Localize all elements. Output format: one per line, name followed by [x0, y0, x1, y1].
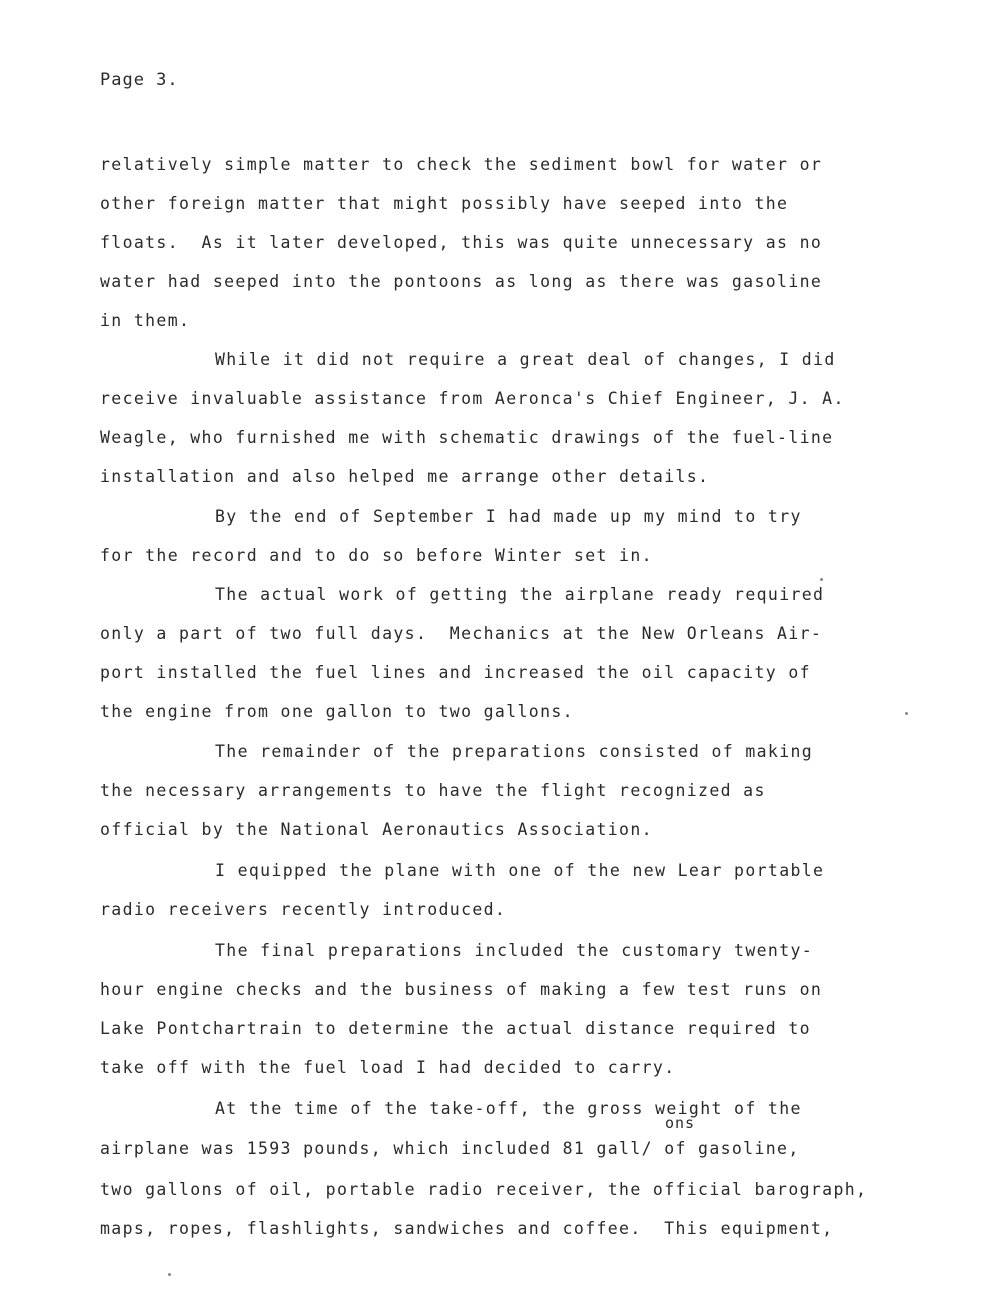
text-line: While it did not require a great deal of changes, I did: [215, 350, 836, 369]
text-line: maps, ropes, flashlights, sandwiches and coffee. This equipment,: [100, 1219, 834, 1238]
page-number: Page 3.: [100, 70, 179, 90]
text-line: other foreign matter that might possibly have seeped into the: [100, 194, 789, 213]
text-line: By the end of September I had made up my mind to try: [215, 507, 802, 526]
text-line: in them.: [100, 311, 191, 330]
text-line: water had seeped into the pontoons as long as there was gasoline: [100, 272, 823, 291]
paper-speck: [820, 578, 823, 581]
text-line: Lake Pontchartrain to determine the actual distance required to: [100, 1019, 811, 1038]
text-line: installation and also helped me arrange other details.: [100, 467, 710, 486]
text-line: At the time of the take-off, the gross weight of the: [215, 1099, 802, 1118]
text-line: take off with the fuel load I had decided to carry.: [100, 1058, 676, 1077]
text-line: only a part of two full days. Mechanics at the New Orleans Air-: [100, 624, 823, 643]
text-line: The remainder of the preparations consisted of making: [215, 742, 814, 761]
paper-speck: [905, 712, 908, 715]
text-line: the necessary arrangements to have the flight recognized as: [100, 781, 766, 800]
text-line: airplane was 1593 pounds, which included 81 gall/ of gasoline,: [100, 1139, 800, 1158]
handwritten-insertion: ons: [665, 1114, 696, 1132]
text-line: The final preparations included the customary twenty-: [215, 941, 814, 960]
paper-speck: [168, 1273, 171, 1276]
text-line: the engine from one gallon to two gallons.: [100, 702, 574, 721]
text-line: official by the National Aeronautics Association.: [100, 820, 653, 839]
text-line: for the record and to do so before Winter set in.: [100, 546, 653, 565]
text-line: Weagle, who furnished me with schematic drawings of the fuel-line: [100, 428, 834, 447]
text-line: relatively simple matter to check the sediment bowl for water or: [100, 155, 823, 174]
text-line: floats. As it later developed, this was quite unnecessary as no: [100, 233, 823, 252]
text-line: receive invaluable assistance from Aeronca's Chief Engineer, J. A.: [100, 389, 845, 408]
text-line: hour engine checks and the business of making a few test runs on: [100, 980, 823, 999]
text-line: The actual work of getting the airplane ready required: [215, 585, 825, 604]
text-line: port installed the fuel lines and increased the oil capacity of: [100, 663, 811, 682]
text-line: I equipped the plane with one of the new Lear portable: [215, 861, 825, 880]
text-line: two gallons of oil, portable radio receiver, the official barograph,: [100, 1180, 868, 1199]
text-line: radio receivers recently introduced.: [100, 900, 507, 919]
